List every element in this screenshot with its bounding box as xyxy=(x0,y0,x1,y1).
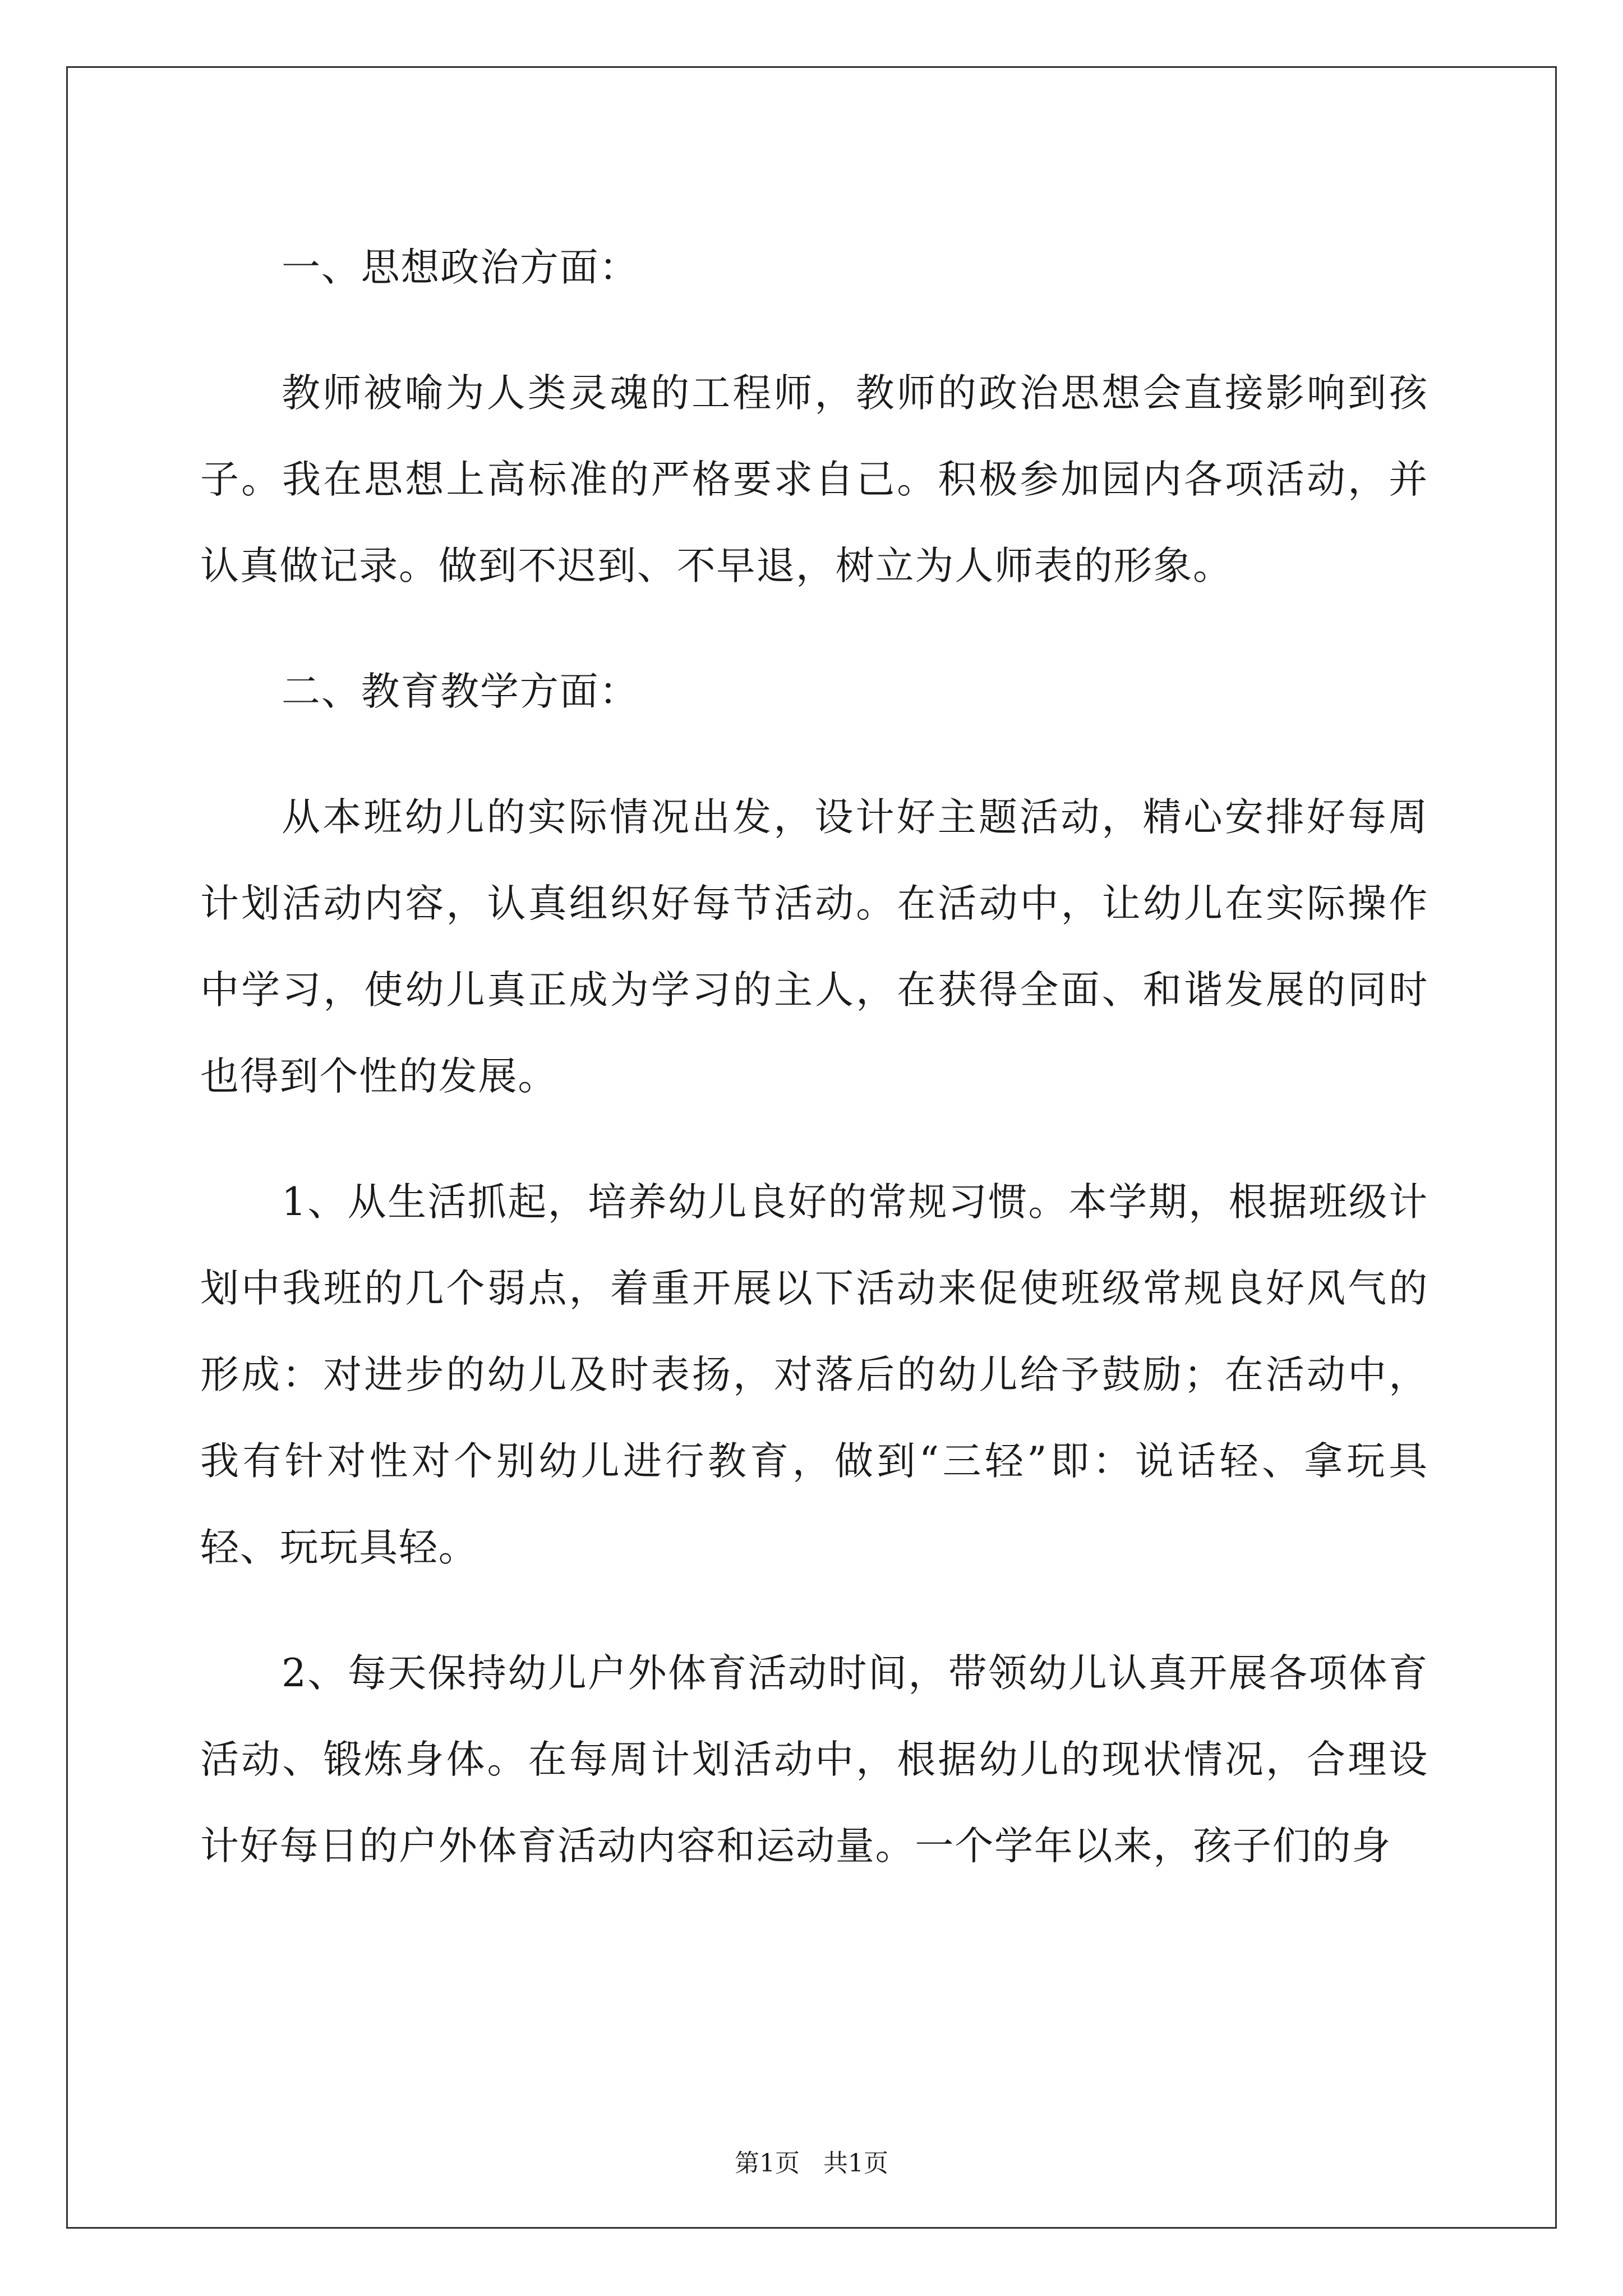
paragraph-item-1: 1、从生活抓起，培养幼儿良好的常规习惯。本学期，根据班级计划中我班的几个弱点，着重开展以下活动来促使班级常规良好风气的形成：对进步的幼儿及时表扬，对落后的幼儿给予鼓励；在活动中，我有针对性对个别幼儿进行教育，做到“三轻”即：说话轻、拿玩具轻、玩玩具轻。 xyxy=(200,1180,1428,1570)
document-body xyxy=(200,224,1428,1929)
section-heading-ideology: 一、思想政治方面： xyxy=(282,245,639,290)
paragraph-teaching: 从本班幼儿的实际情况出发，设计好主题活动，精心安排好每周计划活动内容，认真组织好每节活动。在活动中，让幼儿在实际操作中学习，使幼儿真正成为学习的主人，在获得全面、和谐发展的同时也得到个性的发展。 xyxy=(200,795,1428,1099)
page-number-footer: 第1页 共1页 xyxy=(735,2149,888,2178)
paragraph-ideology: 教师被喻为人类灵魂的工程师，教师的政治思想会直接影响到孩子。我在思想上高标准的严格要求自己。积极参加园内各项活动，并认真做记录。做到不迟到、不早退，树立为人师表的形象。 xyxy=(200,371,1428,588)
section-heading-teaching: 二、教育教学方面： xyxy=(282,669,639,714)
paragraph-item-2: 2、每天保持幼儿户外体育活动时间，带领幼儿认真开展各项体育活动、锻炼身体。在每周计划活动中，根据幼儿的现状情况，合理设计好每日的户外体育活动内容和运动量。一个学年以来，孩子们的身 xyxy=(200,1651,1428,1869)
